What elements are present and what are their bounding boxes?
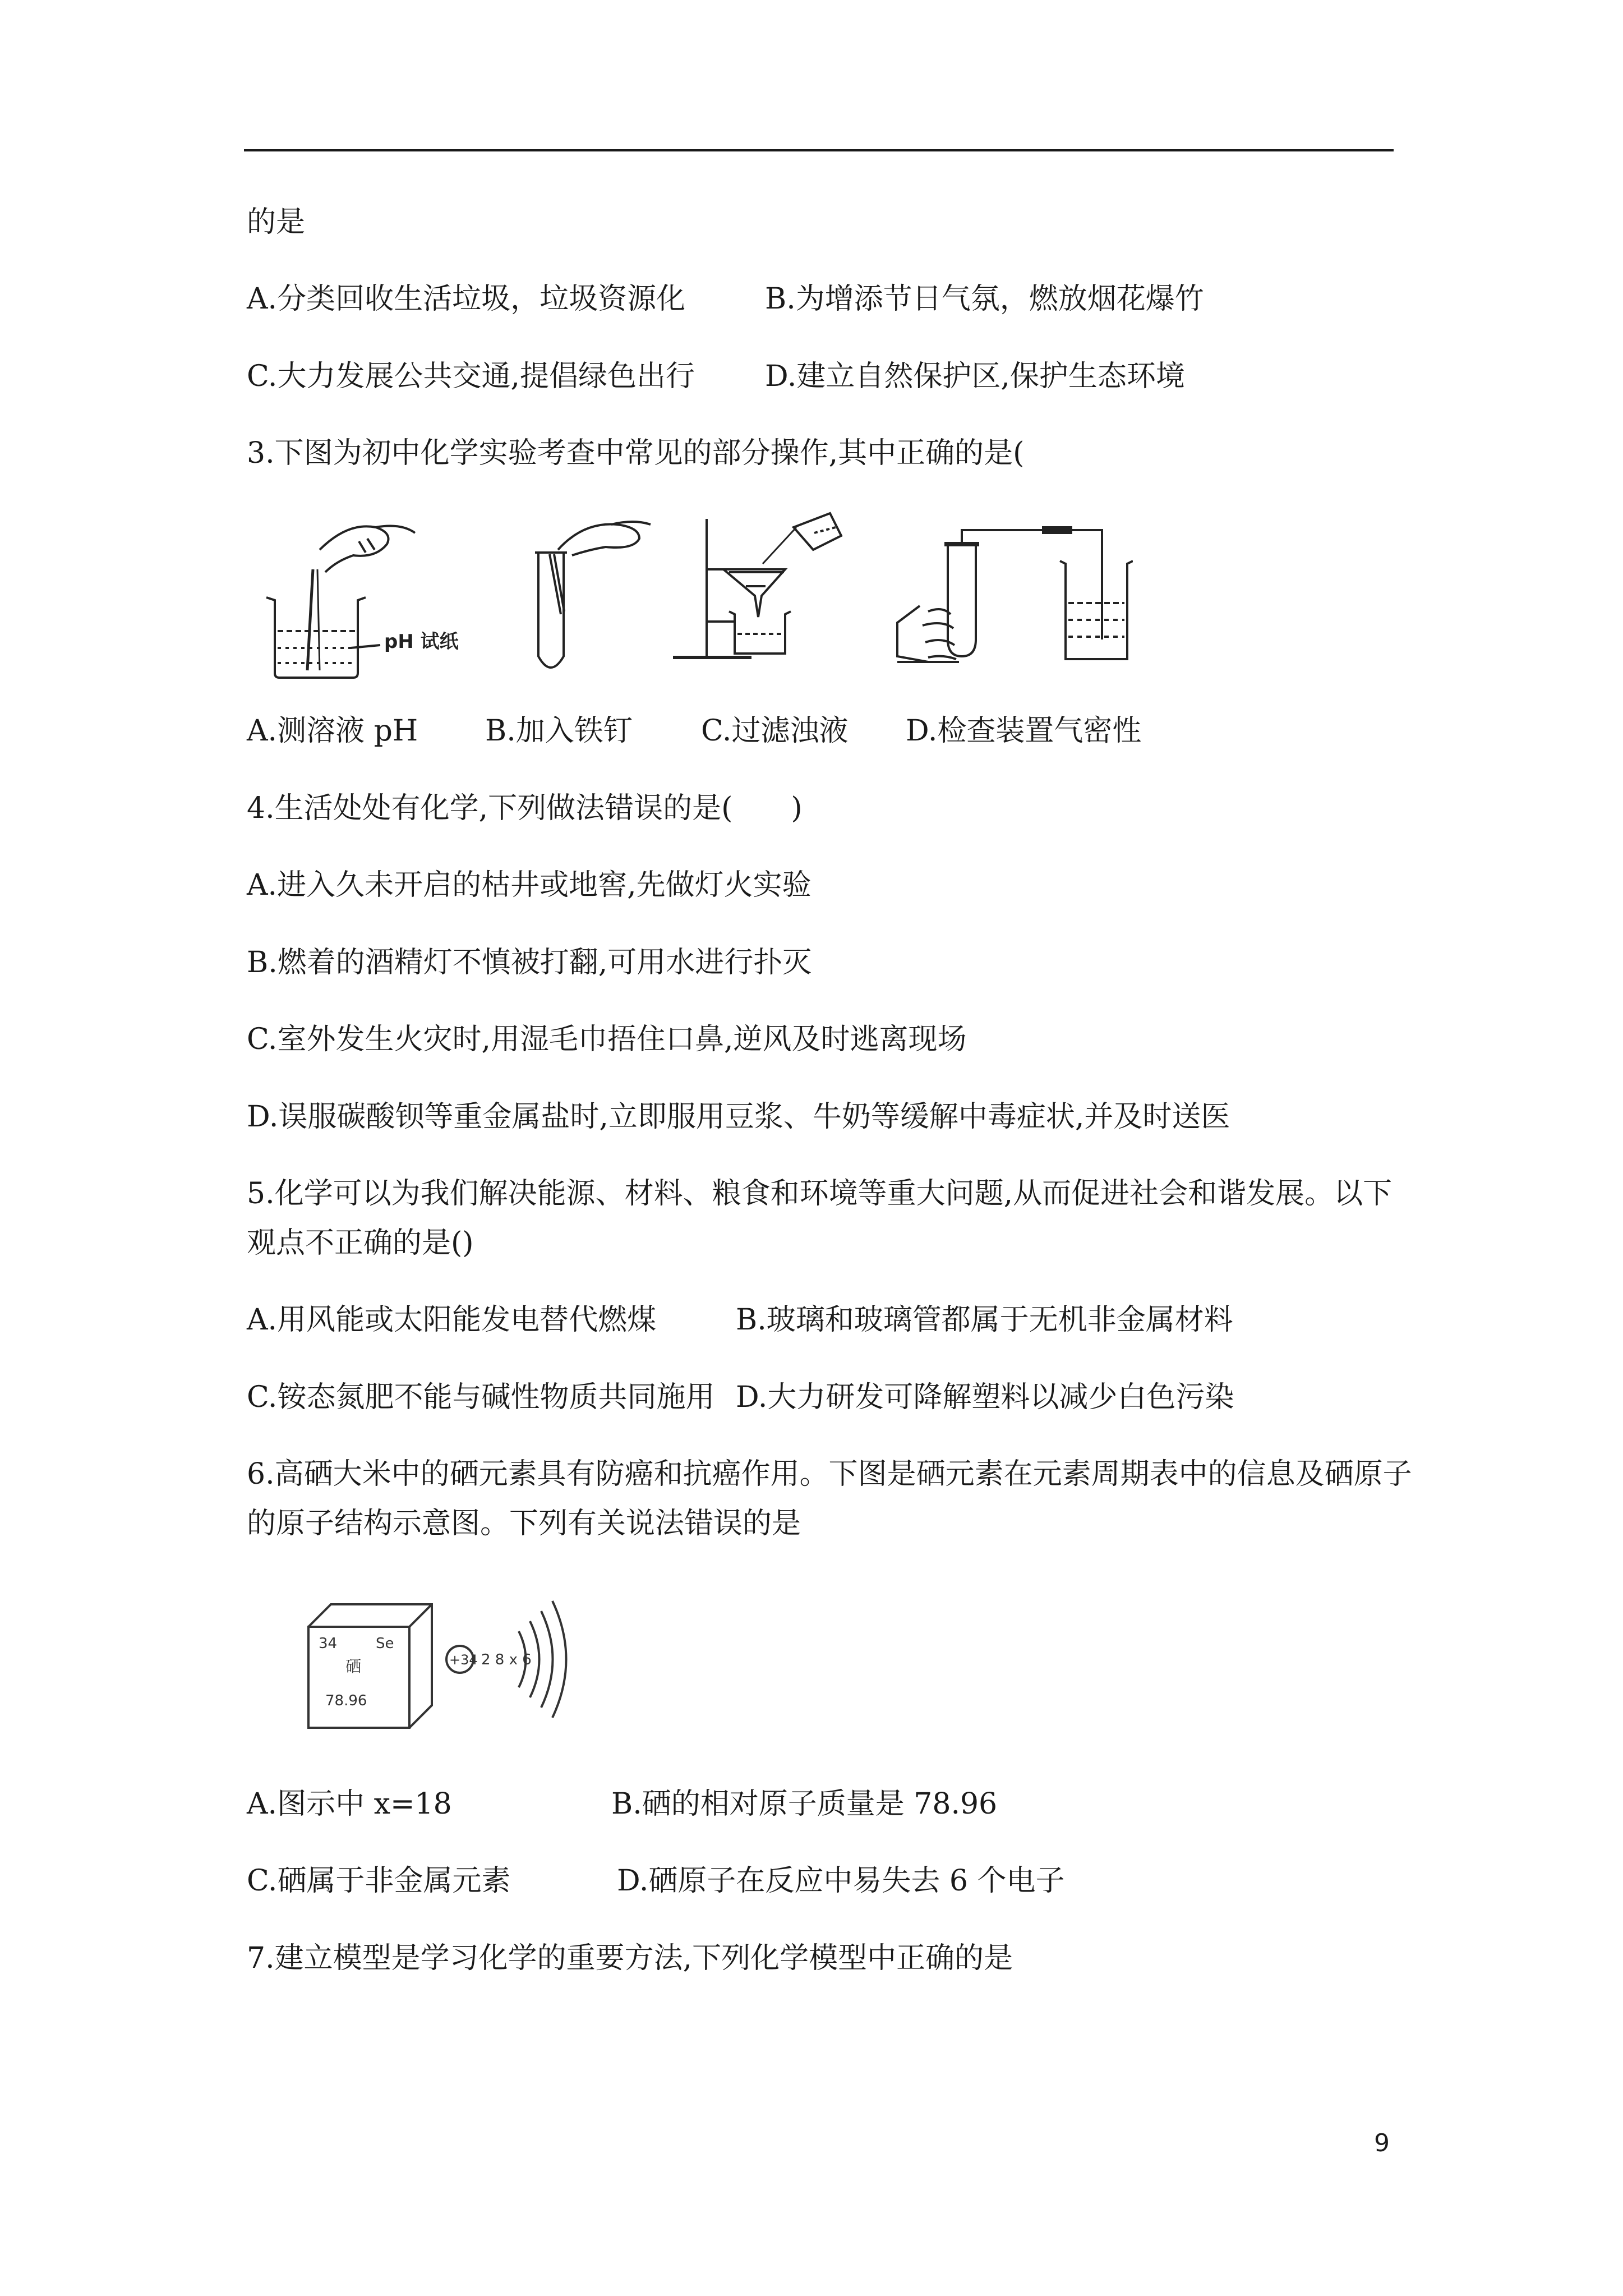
beaker-ph-test-illustration [266, 526, 415, 678]
q4-stem: 4.生活处处有化学,下列做法错误的是( ) [247, 792, 803, 825]
electron-shell-counts: 2 8 x 6 [481, 1651, 532, 1668]
q4-option-b: B.燃着的酒精灯不慎被打翻,可用水进行扑灭 [247, 946, 812, 979]
atomic-number: 34 [319, 1635, 338, 1652]
q5-options-row-1 [247, 1301, 1396, 1338]
filtration-apparatus-illustration [673, 513, 841, 657]
q6-stem-line-2: 的原子结构示意图。下列有关说法错误的是 [247, 1507, 801, 1540]
q6-option-b: B.硒的相对原子质量是 78.96 [611, 1787, 998, 1821]
q5-option-b: B.玻璃和玻璃管都属于无机非金属材料 [736, 1303, 1233, 1337]
q3-options-row [247, 712, 1396, 749]
airtightness-check-illustration [897, 527, 1133, 662]
q3-option-a: A.测溶液 pH [247, 714, 418, 748]
q6-option-a: A.图示中 x=18 [247, 1787, 452, 1821]
header-rule [244, 149, 1394, 151]
q4-option-c: C.室外发生火灾时,用湿毛巾捂住口鼻,逆风及时逃离现场 [247, 1023, 967, 1056]
nuclear-charge: +34 [449, 1652, 478, 1668]
q2-option-d: D.建立自然保护区,保护生态环境 [765, 360, 1185, 393]
q2-options-row-1 [247, 280, 1396, 318]
q5-option-d: D.大力研发可降解塑料以减少白色污染 [736, 1381, 1234, 1414]
q5-stem-line-1: 5.化学可以为我们解决能源、材料、粮食和环境等重大问题,从而促进社会和谐发展。以下 [247, 1177, 1393, 1211]
question-fragment: 的是 [247, 205, 306, 239]
q3-stem: 3.下图为初中化学实验考查中常见的部分操作,其中正确的是( [247, 436, 1025, 470]
electron-shell-arc [552, 1601, 566, 1718]
q7-stem: 7.建立模型是学习化学的重要方法,下列化学模型中正确的是 [247, 1941, 1013, 1975]
q4-option-d: D.误服碳酸钡等重金属盐时,立即服用豆浆、牛奶等缓解中毒症状,并及时送医 [247, 1100, 1230, 1134]
q2-options-row-2 [247, 358, 1396, 395]
q3-option-c: C.过滤浊液 [701, 714, 849, 748]
page-number: 9 [1374, 2129, 1390, 2157]
q2-option-a: A.分类回收生活垃圾，垃圾资源化 [247, 282, 686, 316]
element-name: 硒 [345, 1657, 362, 1676]
atomic-mass: 78.96 [325, 1692, 367, 1709]
q5-option-c: C.铵态氮肥不能与碱性物质共同施用 [247, 1381, 715, 1414]
ph-paper-label: pH 试纸 [384, 631, 459, 653]
q3-option-d: D.检查装置气密性 [906, 714, 1142, 748]
q2-option-b: B.为增添节日气氛，燃放烟花爆竹 [765, 282, 1204, 316]
q5-stem-line-2: 观点不正确的是() [247, 1226, 474, 1260]
q2-option-c: C.大力发展公共交通,提倡绿色出行 [247, 360, 695, 393]
q6-option-d: D.硒原子在反应中易失去 6 个电子 [617, 1864, 1065, 1898]
q6-stem-line-1: 6.高硒大米中的硒元素具有防癌和抗癌作用。下图是硒元素在元素周期表中的信息及硒原子 [247, 1457, 1412, 1491]
selenium-element-figure [297, 1593, 578, 1739]
test-tube-iron-nail-illustration [535, 522, 651, 668]
electron-shell-arc [541, 1611, 553, 1708]
q3-option-b: B.加入铁钉 [485, 714, 633, 748]
q6-options-row-1 [247, 1786, 1396, 1823]
q3-lab-figures [247, 510, 1133, 679]
q5-option-a: A.用风能或太阳能发电替代燃煤 [247, 1303, 657, 1337]
q6-option-c: C.硒属于非金属元素 [247, 1864, 511, 1898]
q4-option-a: A.进入久未开启的枯井或地窖,先做灯火实验 [247, 868, 811, 902]
q6-options-row-2 [247, 1862, 1396, 1899]
q5-options-row-2 [247, 1379, 1396, 1416]
element-symbol: Se [376, 1635, 394, 1652]
